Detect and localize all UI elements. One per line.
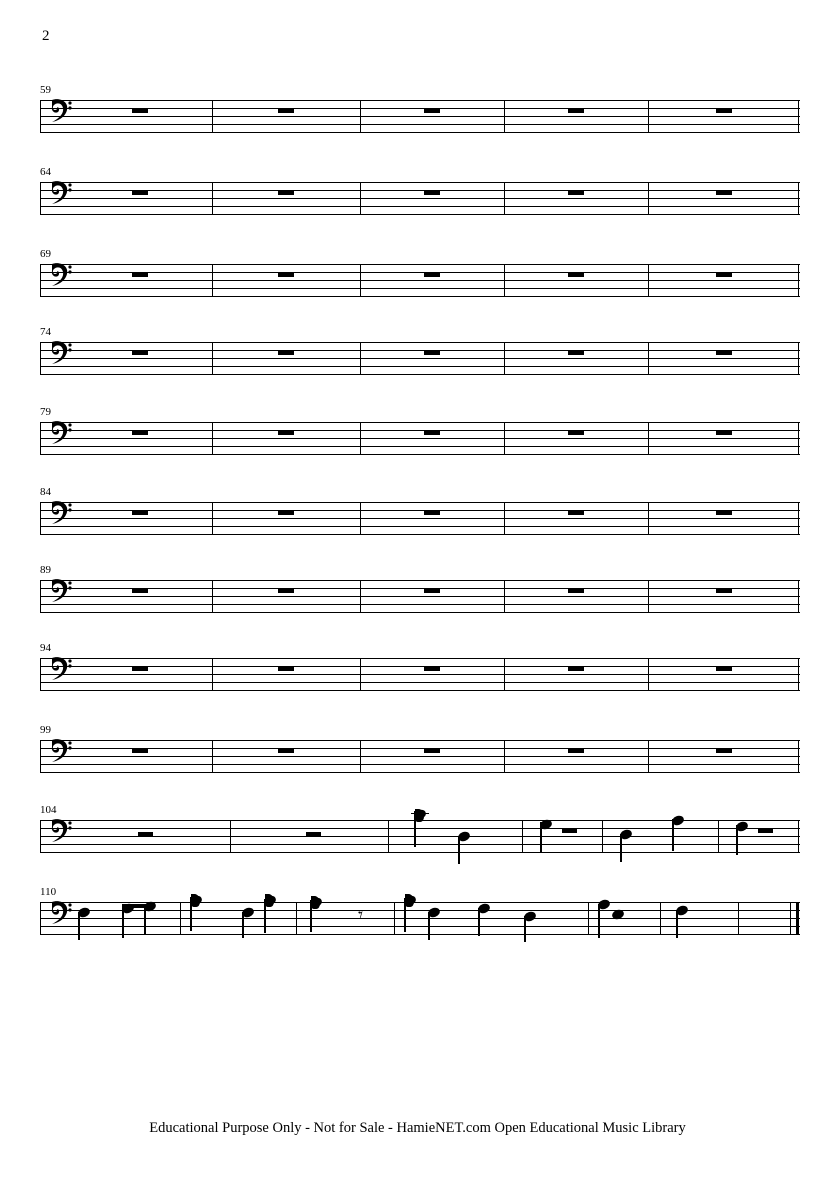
whole-rest [568, 190, 584, 195]
staff-line [40, 350, 800, 351]
barline [648, 342, 649, 375]
staff-line [40, 272, 800, 273]
barline [360, 100, 361, 133]
barline [40, 264, 41, 297]
staff-line [40, 116, 800, 117]
whole-rest [716, 510, 732, 515]
whole-rest [424, 748, 440, 753]
staff-line [40, 828, 800, 829]
barline [296, 902, 297, 935]
barline [360, 264, 361, 297]
staff-line [40, 502, 800, 503]
final-barline-thin [790, 902, 791, 935]
whole-rest [278, 748, 294, 753]
staff-line [40, 918, 800, 919]
measure-number: 64 [40, 166, 51, 178]
staff-line [40, 288, 800, 289]
barline [504, 100, 505, 133]
barline [738, 902, 739, 935]
whole-rest [568, 350, 584, 355]
whole-rest [716, 588, 732, 593]
measure-number: 110 [40, 886, 57, 898]
whole-rest [278, 272, 294, 277]
measure-number: 74 [40, 326, 51, 338]
measure-number: 99 [40, 724, 51, 736]
staff [40, 740, 800, 772]
staff-line [40, 446, 800, 447]
barline [648, 740, 649, 773]
whole-rest [278, 510, 294, 515]
half-rest [138, 832, 153, 837]
barline [40, 342, 41, 375]
barline [504, 658, 505, 691]
staff-line [40, 100, 800, 101]
whole-rest [278, 190, 294, 195]
staff [40, 820, 800, 852]
staff-line [40, 108, 800, 109]
bass-clef-icon [48, 176, 74, 206]
staff-line [40, 358, 800, 359]
barline [360, 422, 361, 455]
staff-line [40, 182, 800, 183]
staff-line [40, 682, 800, 683]
barline [212, 580, 213, 613]
bass-clef-icon [48, 896, 74, 926]
whole-rest [132, 272, 148, 277]
whole-rest [424, 430, 440, 435]
staff-line [40, 580, 800, 581]
barline [798, 740, 799, 773]
measure-number: 84 [40, 486, 51, 498]
whole-rest [132, 350, 148, 355]
barline [660, 902, 661, 935]
whole-rest [716, 350, 732, 355]
barline [504, 502, 505, 535]
staff-line [40, 264, 800, 265]
measure-number: 79 [40, 406, 51, 418]
barline [360, 658, 361, 691]
measure-number: 89 [40, 564, 51, 576]
staff [40, 658, 800, 690]
barline [504, 740, 505, 773]
barline [180, 902, 181, 935]
barline [602, 820, 603, 853]
barline [360, 342, 361, 375]
bass-clef-icon [48, 814, 74, 844]
staff [40, 902, 800, 934]
whole-rest [716, 272, 732, 277]
barline [798, 342, 799, 375]
staff-line [40, 604, 800, 605]
barline [230, 820, 231, 853]
staff-line [40, 206, 800, 207]
footer-notice: Educational Purpose Only - Not for Sale - HamieNET.com Open Educational Music Library [149, 1120, 686, 1136]
barline [798, 658, 799, 691]
final-barline-thick [796, 902, 799, 935]
staff-line [40, 124, 800, 125]
staff-line [40, 438, 800, 439]
whole-rest [716, 190, 732, 195]
barline [212, 658, 213, 691]
barline [40, 580, 41, 613]
whole-rest [716, 108, 732, 113]
whole-rest [278, 588, 294, 593]
whole-rest [424, 190, 440, 195]
barline [648, 182, 649, 215]
staff-line [40, 934, 800, 935]
barline [798, 820, 799, 853]
half-rest [758, 828, 773, 833]
barline [648, 100, 649, 133]
staff-line [40, 844, 800, 845]
barline [40, 820, 41, 853]
staff-line [40, 612, 800, 613]
bass-clef-icon [48, 258, 74, 288]
barline [40, 502, 41, 535]
barline [212, 342, 213, 375]
barline [798, 422, 799, 455]
staff-line [40, 132, 800, 133]
whole-rest [568, 666, 584, 671]
bass-clef-icon [48, 94, 74, 124]
whole-rest [716, 748, 732, 753]
barline [360, 740, 361, 773]
barline [40, 902, 41, 935]
half-rest [306, 832, 321, 837]
barline [360, 502, 361, 535]
staff [40, 264, 800, 296]
staff-line [40, 926, 800, 927]
barline [798, 580, 799, 613]
whole-rest [568, 588, 584, 593]
staff-line [40, 764, 800, 765]
barline [40, 100, 41, 133]
barline [212, 100, 213, 133]
whole-rest [132, 190, 148, 195]
whole-rest [716, 430, 732, 435]
whole-rest [132, 666, 148, 671]
bass-clef-icon [48, 416, 74, 446]
staff-line [40, 296, 800, 297]
whole-rest [424, 666, 440, 671]
staff-line [40, 740, 800, 741]
whole-rest [278, 350, 294, 355]
whole-rest [568, 430, 584, 435]
barline [588, 902, 589, 935]
whole-rest [278, 108, 294, 113]
staff [40, 502, 800, 534]
barline [40, 182, 41, 215]
staff [40, 100, 800, 132]
barline [504, 182, 505, 215]
whole-rest [716, 666, 732, 671]
whole-rest [424, 350, 440, 355]
staff-line [40, 596, 800, 597]
barline [40, 658, 41, 691]
whole-rest [278, 430, 294, 435]
staff-line [40, 658, 800, 659]
staff-line [40, 430, 800, 431]
staff [40, 580, 800, 612]
staff-line [40, 748, 800, 749]
barline [212, 740, 213, 773]
staff-line [40, 366, 800, 367]
staff-line [40, 588, 800, 589]
barline [648, 502, 649, 535]
bass-clef-icon [48, 496, 74, 526]
barline [504, 580, 505, 613]
barline [360, 182, 361, 215]
whole-rest [424, 588, 440, 593]
bass-clef-icon [48, 734, 74, 764]
staff [40, 342, 800, 374]
barline [360, 580, 361, 613]
whole-rest [568, 510, 584, 515]
barline [522, 820, 523, 853]
bass-clef-icon [48, 652, 74, 682]
barline [648, 422, 649, 455]
staff-line [40, 690, 800, 691]
barline [394, 902, 395, 935]
barline [648, 264, 649, 297]
barline [648, 658, 649, 691]
measure-number: 94 [40, 642, 51, 654]
staff-line [40, 214, 800, 215]
barline [212, 264, 213, 297]
measure-number: 69 [40, 248, 51, 260]
staff-line [40, 666, 800, 667]
barline [212, 422, 213, 455]
whole-rest [424, 272, 440, 277]
staff-line [40, 510, 800, 511]
staff-line [40, 836, 800, 837]
barline [388, 820, 389, 853]
whole-rest [568, 272, 584, 277]
whole-rest [132, 430, 148, 435]
staff-line [40, 518, 800, 519]
whole-rest [568, 108, 584, 113]
barline [798, 100, 799, 133]
staff-line [40, 454, 800, 455]
bass-clef-icon [48, 574, 74, 604]
barline [504, 342, 505, 375]
staff-line [40, 374, 800, 375]
eighth-rest: 𝄾 [358, 904, 364, 926]
measure-number: 104 [40, 804, 57, 816]
whole-rest [278, 666, 294, 671]
staff-line [40, 198, 800, 199]
staff-line [40, 280, 800, 281]
staff [40, 422, 800, 454]
barline [648, 580, 649, 613]
barline [212, 502, 213, 535]
half-rest [562, 828, 577, 833]
barline [718, 820, 719, 853]
barline [40, 740, 41, 773]
staff-line [40, 756, 800, 757]
whole-rest [132, 108, 148, 113]
barline [504, 422, 505, 455]
barline [798, 502, 799, 535]
whole-rest [424, 510, 440, 515]
whole-rest [424, 108, 440, 113]
staff-line [40, 342, 800, 343]
barline [798, 264, 799, 297]
staff-line [40, 852, 800, 853]
barline [798, 182, 799, 215]
page-number: 2 [42, 28, 50, 44]
whole-rest [132, 748, 148, 753]
barline [40, 422, 41, 455]
whole-rest [132, 510, 148, 515]
bass-clef-icon [48, 336, 74, 366]
staff-line [40, 534, 800, 535]
staff-line [40, 674, 800, 675]
measure-number: 59 [40, 84, 51, 96]
staff-line [40, 526, 800, 527]
staff-line [40, 422, 800, 423]
staff [40, 182, 800, 214]
whole-rest [132, 588, 148, 593]
staff-line [40, 772, 800, 773]
staff-line [40, 190, 800, 191]
barline [504, 264, 505, 297]
barline [212, 182, 213, 215]
whole-rest [568, 748, 584, 753]
